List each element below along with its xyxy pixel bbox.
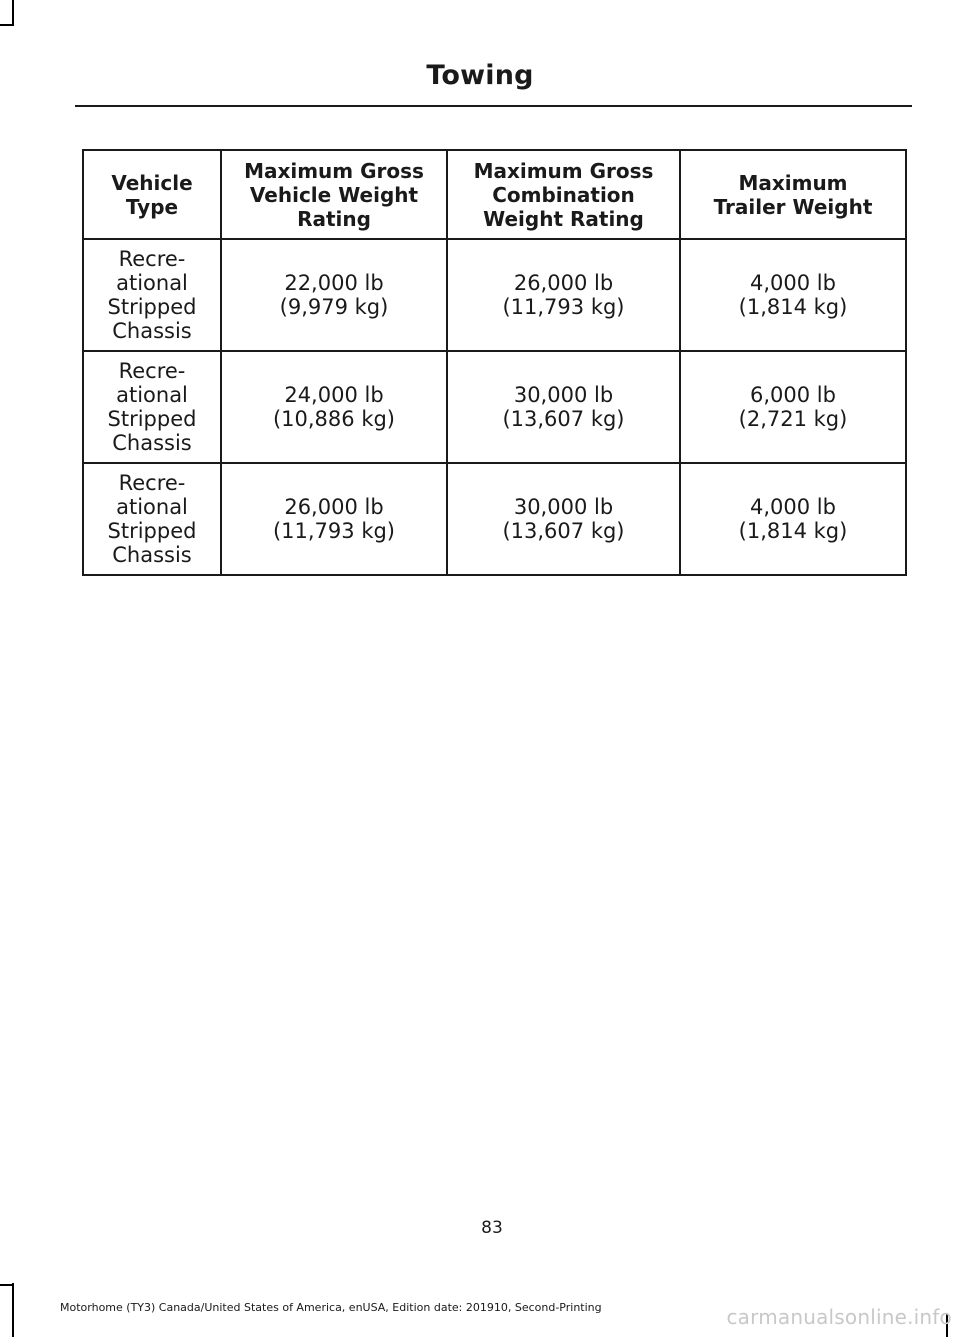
table-row: [83, 239, 906, 351]
watermark: carmanualsonline.info: [726, 1305, 952, 1329]
towing-weight-table: [82, 149, 907, 576]
gvwr-cell: 26,000 lb (11,793 kg): [221, 463, 447, 575]
crop-mark-top-left-horizontal: [0, 24, 14, 26]
trailer-weight-cell: 4,000 lb (1,814 kg): [680, 463, 906, 575]
trailer-weight-cell: 6,000 lb (2,721 kg): [680, 351, 906, 463]
page-number: 83: [481, 1218, 503, 1238]
header-max-trailer-weight: Maximum Trailer Weight: [680, 150, 906, 239]
vehicle-type-cell: Recre- ational Stripped Chassis: [83, 351, 221, 463]
vehicle-type-cell: Recre- ational Stripped Chassis: [83, 463, 221, 575]
edition-footer: Motorhome (TY3) Canada/United States of America, enUSA, Edition date: 201910, Second-Printing: [60, 1301, 602, 1314]
header-gcwr: Maximum Gross Combination Weight Rating: [447, 150, 680, 239]
gcwr-cell: 26,000 lb (11,793 kg): [447, 239, 680, 351]
header-vehicle-type: Vehicle Type: [83, 150, 221, 239]
table-header-row: [83, 150, 906, 239]
page-title: Towing: [426, 60, 534, 91]
gvwr-cell: 22,000 lb (9,979 kg): [221, 239, 447, 351]
crop-mark-bottom-left-horizontal: [0, 1284, 14, 1286]
trailer-weight-cell: 4,000 lb (1,814 kg): [680, 239, 906, 351]
title-divider: [75, 105, 912, 107]
crop-mark-top-left: [12, 0, 14, 26]
gcwr-cell: 30,000 lb (13,607 kg): [447, 463, 680, 575]
table-row: [83, 351, 906, 463]
table-row: [83, 463, 906, 575]
header-gvwr: Maximum Gross Vehicle Weight Rating: [221, 150, 447, 239]
gcwr-cell: 30,000 lb (13,607 kg): [447, 351, 680, 463]
vehicle-type-cell: Recre- ational Stripped Chassis: [83, 239, 221, 351]
crop-mark-bottom-left: [12, 1283, 14, 1337]
gvwr-cell: 24,000 lb (10,886 kg): [221, 351, 447, 463]
